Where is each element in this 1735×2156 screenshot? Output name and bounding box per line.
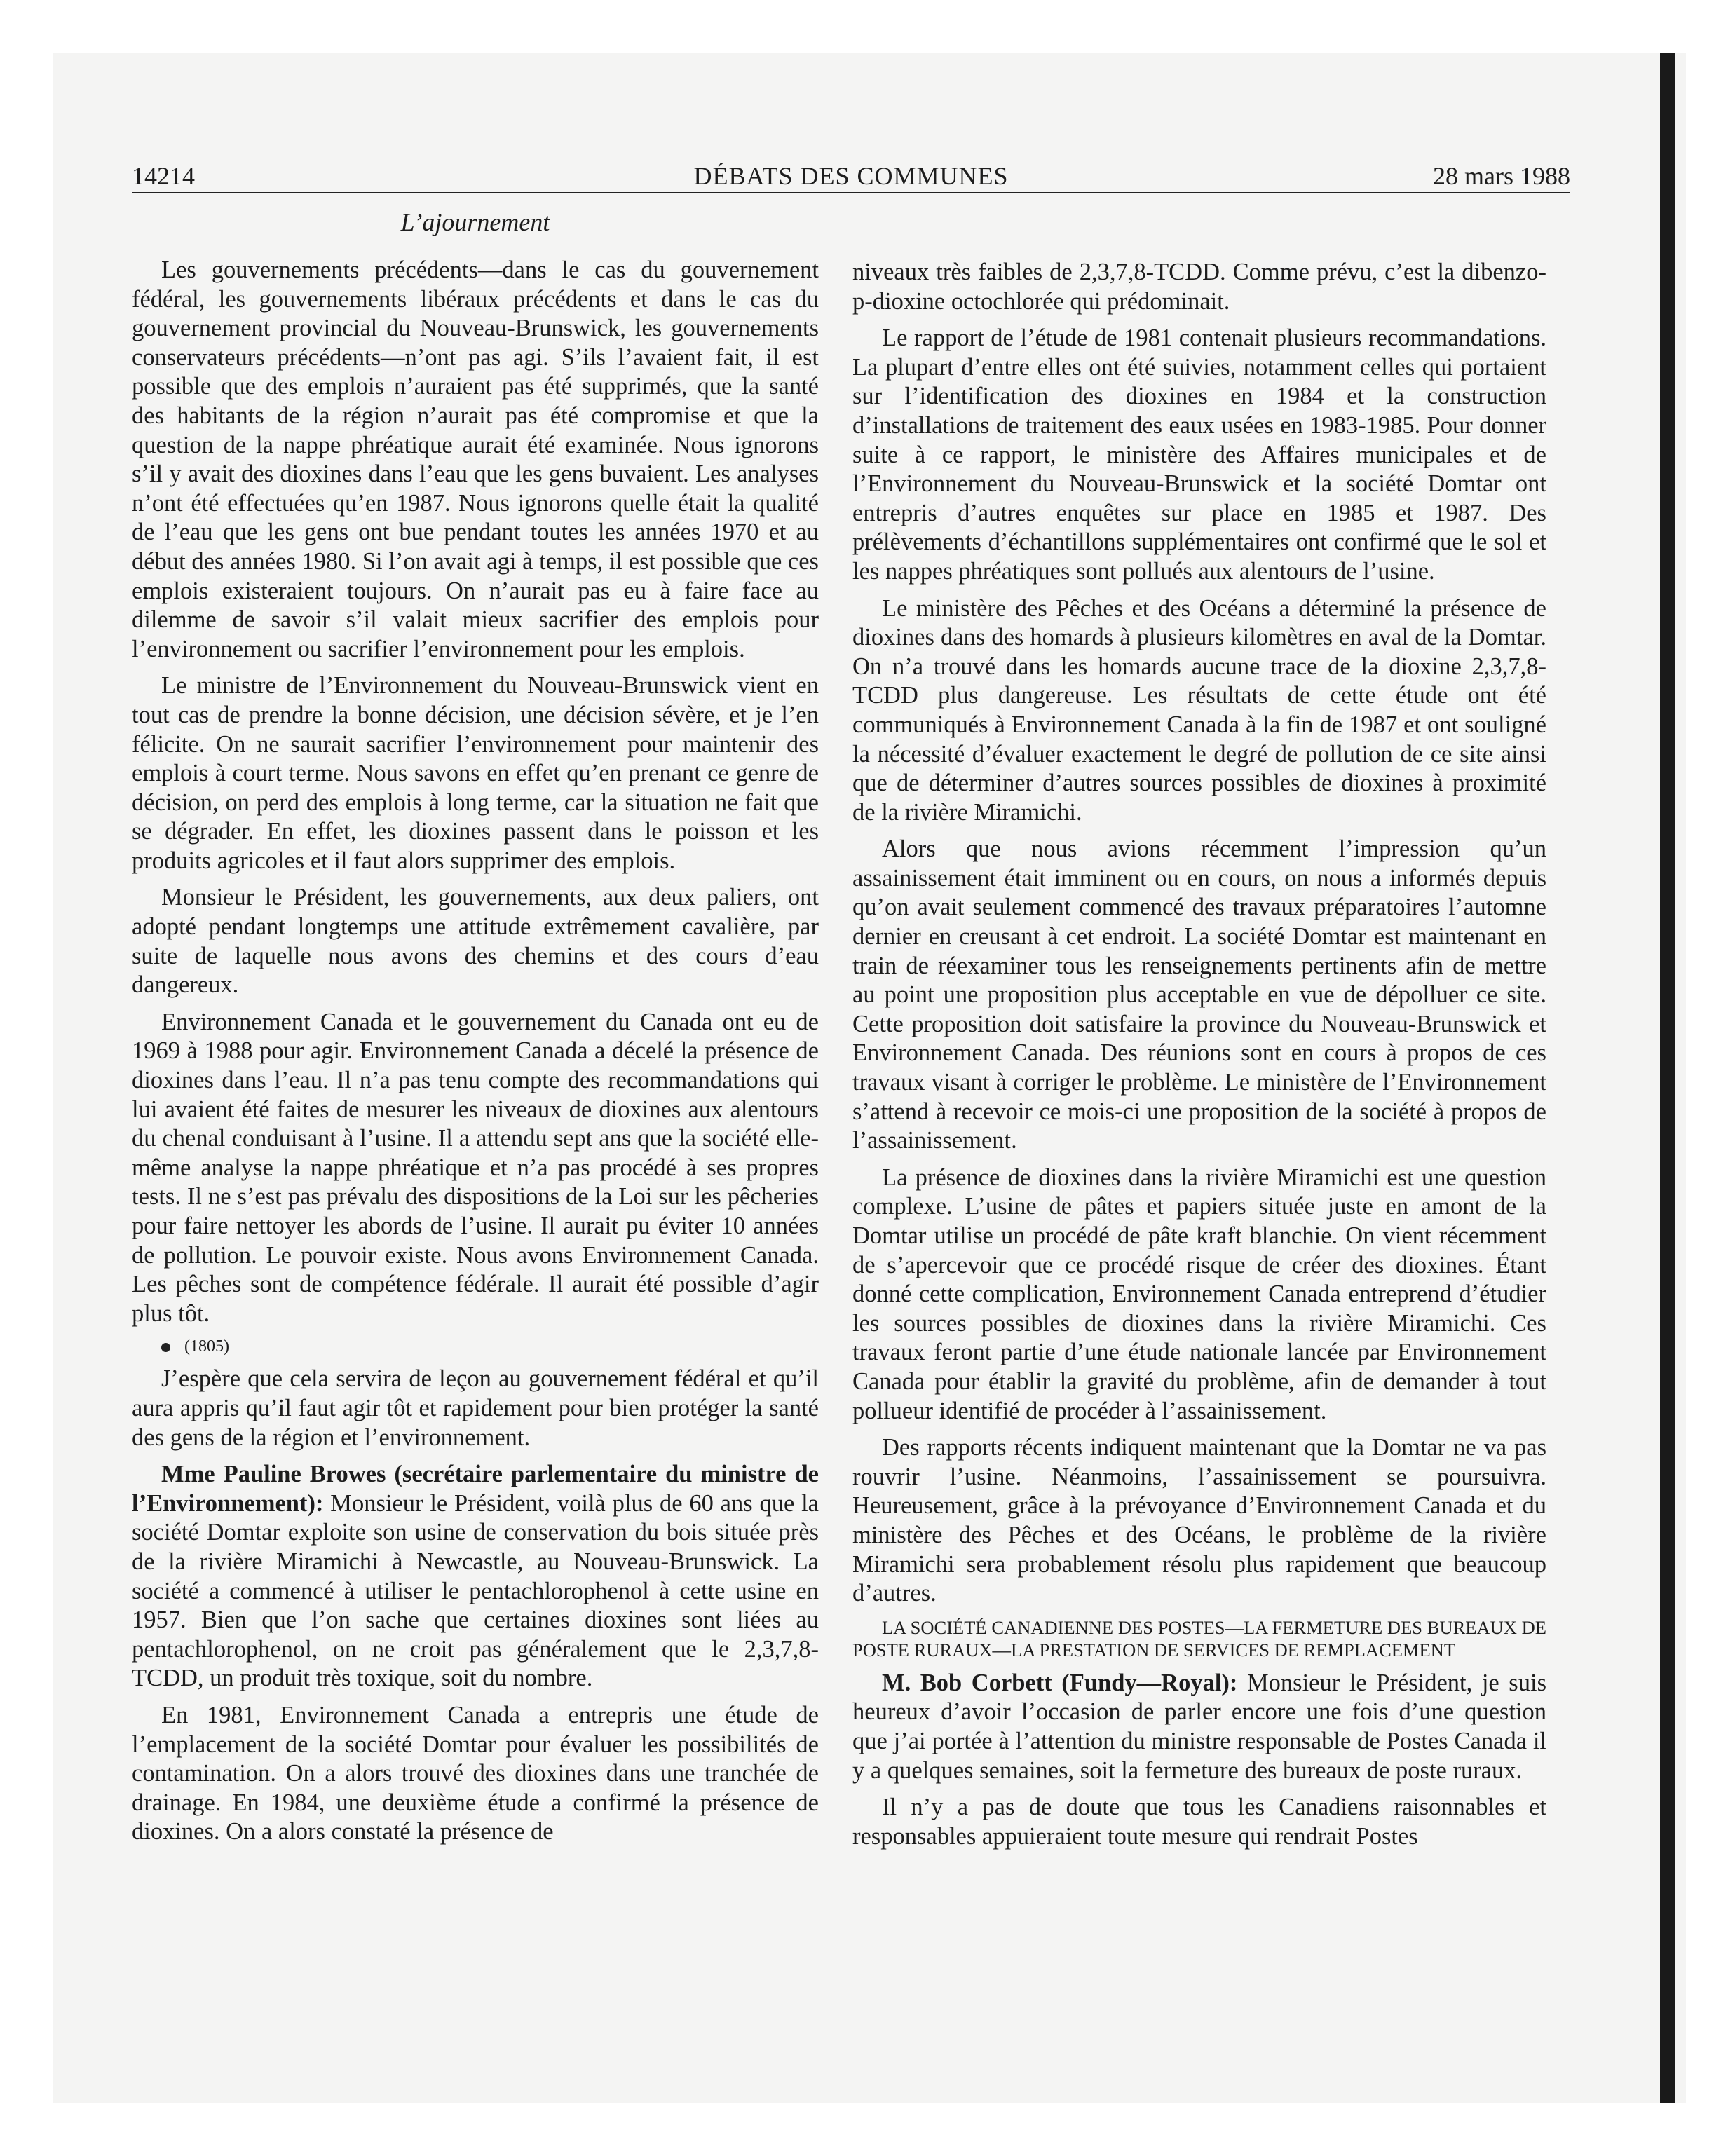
speaker-name: Mme Pauline Browes (secrétaire parlementaire du ministre de l’Environnement):	[132, 1461, 819, 1517]
page-number: 14214	[132, 162, 195, 190]
paragraph: La présence de dioxines dans la rivière Miramichi est une question complexe. L’usine de pâtes et papiers située juste en amont de la Domtar utilise un procédé de pâte kraft blanchie. On vient récemment de s’apercevoir que ce procédé risque de créer des dioxines. Étant donné cette complication, Environnement Canada entreprend d’étudier les sources possibles de dioxines dans la rivière Miramichi. Ces travaux feront partie d’une étude nationale lancée par Environnement Canada pour établir la gravité du problème, afin de demander à tout pollueur identifié de procéder à l’assainissement.	[852, 1164, 1546, 1424]
bullet-icon	[161, 1343, 170, 1352]
paragraph-continued: niveaux très faibles de 2,3,7,8-TCDD. Comme prévu, c’est la dibenzo-p-dioxine octochlorée qui prédominait.	[852, 259, 1546, 315]
scan-edge-shadow	[1660, 53, 1675, 2103]
paragraph: Le ministère des Pêches et des Océans a déterminé la présence de dioxines dans des homards à plusieurs kilomètres en aval de la Domtar. On n’a trouvé dans les homards aucune trace de la dioxine 2,3,7,8-TCDD plus dangereuse. Les résultats de cette étude ont été communiqués à Environnement Canada à la fin de 1987 et ont souligné la nécessité d’évaluer exactement le degré de pollution de ce site ainsi que de déterminer d’autres sources possibles de dioxines à proximité de la rivière Miramichi.	[852, 594, 1546, 826]
speech-paragraph	[132, 1460, 819, 1693]
page-header	[132, 160, 1570, 192]
header-rule	[132, 192, 1570, 193]
paragraph: Monsieur le Président, les gouvernements, aux deux paliers, ont adopté pendant longtemps une attitude extrêmement cavalière, par suite de laquelle nous avons des chemins et des cours d’eau dangereux.	[132, 884, 819, 999]
speech-text: Monsieur le Président, voilà plus de 60 ans que la société Domtar exploite son usine de conservation du bois située près de la rivière Miramichi à Newcastle, au Nouveau-Brunswick. La société a commencé à utiliser le pentachlorophenol à cette usine en 1957. Bien que l’on sache que certaines dioxines sont liées au pentachlorophenol, on ne croit pas généralement que le 2,3,7,8-TCDD, un produit très toxique, soit du nombre.	[132, 1489, 819, 1692]
paragraph: Environnement Canada et le gouvernement du Canada ont eu de 1969 à 1988 pour agir. Environnement Canada a décelé la présence de dioxines dans l’eau. Il n’a pas tenu compte des recommandations qui lui avaient été faites de mesurer les niveaux de dioxines aux alentours du chenal conduisant à l’usine. Il a attendu sept ans que la société elle-même analyse la nappe phréatique et n’a pas procédé à ses propres tests. Il ne s’est pas prévalu des dispositions de la Loi sur les pêcheries pour faire nettoyer les abords de l’usine. Il aurait pu éviter 10 années de pollution. Le pouvoir existe. Nous avons Environnement Canada. Les pêches sont de compétence fédérale. Il aurait été possible d’agir plus tôt.	[132, 1008, 819, 1327]
paragraph: Le rapport de l’étude de 1981 contenait plusieurs recommandations. La plupart d’entre elles ont été suivies, notamment celles qui portaient sur l’identification des dioxines en 1984 et la construction d’installations de traitement des eaux usées en 1983-1985. Pour donner suite à ce rapport, le ministère des Affaires municipales et de l’Environnement du Nouveau-Brunswick et la société Domtar ont entrepris d’autres enquêtes sur place en 1985 et 1987. Des prélèvements d’échantillons supplémentaires ont confirmé que le sol et les nappes phréatiques sont pollués aux alentours de l’usine.	[852, 325, 1546, 585]
publication-date: 28 mars 1988	[1433, 162, 1570, 190]
left-column	[132, 256, 819, 1855]
speech-text: Monsieur le Président, je suis heureux d’avoir l’occasion de parler encore une fois d’une question que j’ai portée à l’attention du ministre responsable de Postes Canada il y a quelques semaines, soit la fermeture des bureaux de poste ruraux.	[852, 1669, 1546, 1784]
paragraph: Il n’y a pas de doute que tous les Canadiens raisonnables et responsables appuieraient toute mesure qui rendrait Postes	[852, 1794, 1546, 1850]
section-title: L’ajournement	[400, 208, 550, 236]
publication-title: DÉBATS DES COMMUNES	[693, 162, 1009, 190]
paragraph: Les gouvernements précédents—dans le cas du gouvernement fédéral, les gouvernements libéraux précédents et dans le cas du gouvernement provincial du Nouveau-Brunswick, les gouvernements conservateurs précédents—n’ont pas agi. S’ils l’avaient fait, il est possible que des emplois n’auraient pas été supprimés, que la santé des habitants de la région n’aurait pas été compromise et que la question de la nappe phréatique aurait été examinée. Nous ignorons s’il y avait des dioxines dans l’eau que les gens buvaient. Les analyses n’ont été effectuées qu’en 1987. Nous ignorons quelle était la qualité de l’eau que les gens ont bue pendant toutes les années 1970 et au début des années 1980. Si l’on avait agi à temps, il est possible que ces emplois existeraient toujours. On n’aurait pas eu à faire face au dilemme de savoir s’il valait mieux sacrifier des emplois pour l’environnement ou sacrifier l’environnement pour les emplois.	[132, 257, 819, 662]
speaker-name: M. Bob Corbett (Fundy—Royal):	[882, 1669, 1238, 1696]
paragraph: Des rapports récents indiquent maintenant que la Domtar ne va pas rouvrir l’usine. Néanmoins, l’assainissement se poursuivra. Heureusement, grâce à la prévoyance d’Environnement Canada et du ministère des Pêches et des Océans, le problème de la rivière Miramichi sera probablement résolu plus rapidement que beaucoup d’autres.	[852, 1434, 1546, 1607]
speech-paragraph	[852, 1669, 1546, 1785]
paragraph: Alors que nous avions récemment l’impression qu’un assainissement était imminent ou en cours, on nous a informés depuis qu’on avait seulement commencé des travaux préparatoires l’automne dernier en creusant à cet endroit. La société Domtar est maintenant en train de réexaminer tous les renseignements pertinents afin de mettre au point une proposition plus acceptable en vue de dépolluer ce site. Cette proposition doit satisfaire la province du Nouveau-Brunswick et Environnement Canada. Des réunions sont en cours à propos de ces travaux visant à corriger le problème. Le ministère de l’Environnement s’attend à recevoir ce mois-ci une proposition de la société à propos de l’assainissement.	[852, 835, 1546, 1154]
paragraph: J’espère que cela servira de leçon au gouvernement fédéral et qu’il aura appris qu’il faut agir tôt et rapidement pour bien protéger la santé des gens de la région et l’environnement.	[132, 1365, 819, 1451]
time-marker-label: (1805)	[184, 1337, 229, 1356]
paragraph: En 1981, Environnement Canada a entrepris une étude de l’emplacement de la société Domtar pour évaluer les possibilités de contamination. On a alors trouvé des dioxines dans une tranchée de drainage. En 1984, une deuxième étude a confirmé la présence de dioxines. On a alors constaté la présence de	[132, 1701, 819, 1845]
paragraph: Le ministre de l’Environnement du Nouveau-Brunswick vient en tout cas de prendre la bonne décision, une décision sévère, et je l’en félicite. On ne saurait sacrifier l’environnement pour maintenir des emplois à court terme. Nous savons en effet qu’en prenant ce genre de décision, on perd des emplois à long terme, car la situation ne fait que se dégrader. En effet, les dioxines passent dans le poisson et les produits agricoles et il faut alors supprimer des emplois.	[132, 672, 819, 874]
time-marker	[132, 1336, 819, 1357]
subheading: LA SOCIÉTÉ CANADIENNE DES POSTES—LA FERMETURE DES BUREAUX DE POSTE RURAUX—LA PRESTATION DE SERVICES DE REMPLACEMENT	[852, 1616, 1546, 1660]
right-column	[852, 258, 1546, 1859]
